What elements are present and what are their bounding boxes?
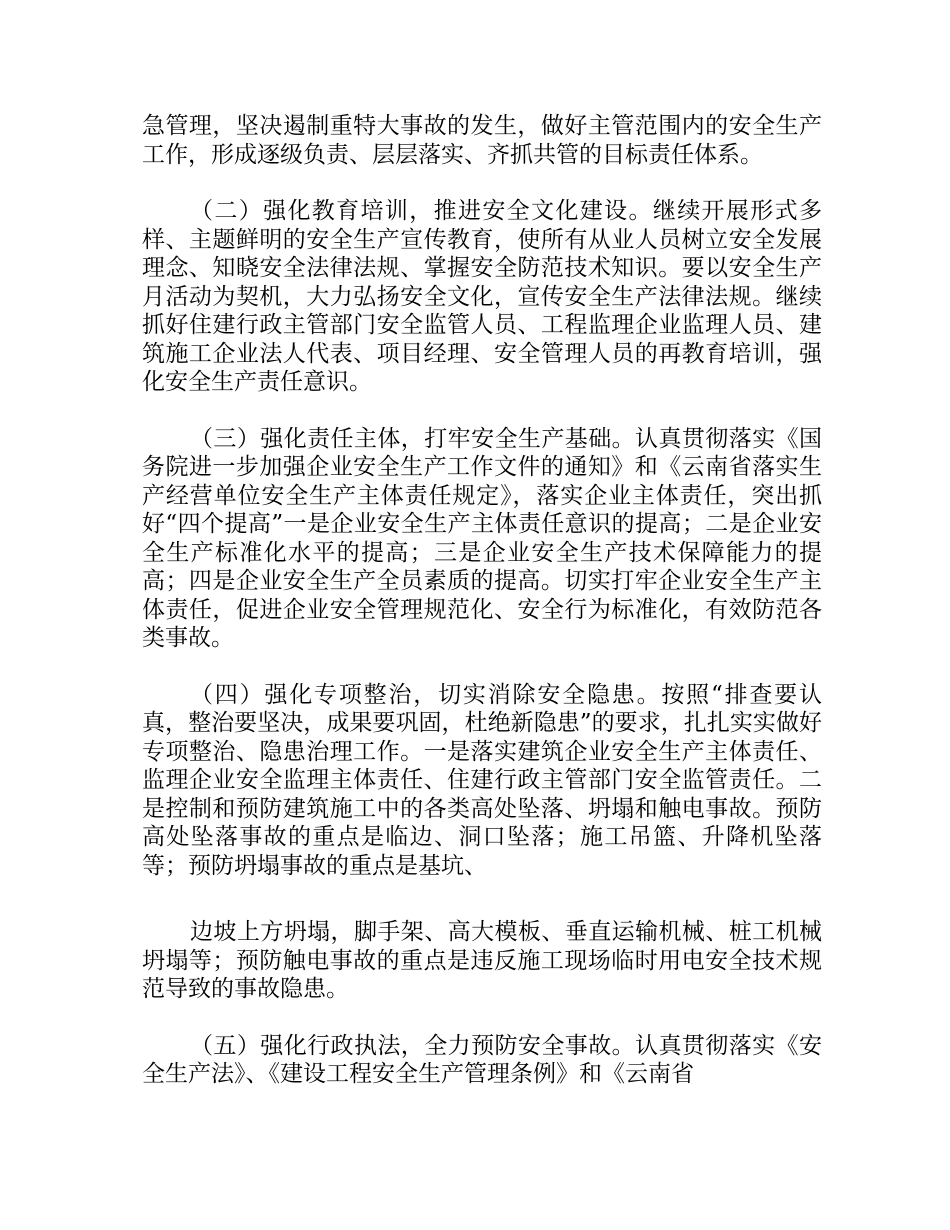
document-page [142,112,822,1117]
paragraph-responsibility-subject: （三）强化责任主体，打牢安全生产基础。认真贯彻落实《国务院进一步加强企业安全生产工作文件的通知》和《云南省落实生产经营单位安全生产主体责任规定》，落实企业主体责任，突出抓好“四个提高”一是企业安全生产主体责任意识的提高；二是企业安全生产标准化水平的提高；三是企业安全生产技术保障能力的提高；四是企业安全生产全员素质的提高。切实打牢企业安全生产主体责任，促进企业安全管理规范化、安全行为标准化，有效防范各类事故。 [142,425,822,651]
paragraph-education-training: （二）强化教育培训，推进安全文化建设。继续开展形式多样、主题鲜明的安全生产宣传教育，使所有从业人员树立安全发展理念、知晓安全法律法规、掌握安全防范技术知识。要以安全生产月活动为契机，大力弘扬安全文化，宣传安全生产法律法规。继续抓好住建行政主管部门安全监管人员、工程监理企业监理人员、建筑施工企业法人代表、项目经理、安全管理人员的再教育培训，强化安全生产责任意识。 [142,198,822,395]
paragraph-special-rectification: （四）强化专项整治，切实消除安全隐患。按照“排查要认真，整治要坚决，成果要巩固，杜绝新隐患”的要求，扎扎实实做好专项整治、隐患治理工作。一是落实建筑企业安全生产主体责任、监理企业安全监理主体责任、住建行政主管部门安全监管责任。二是控制和预防建筑施工中的各类高处坠落、坍塌和触电事故。预防高处坠落事故的重点是临边、洞口坠落；施工吊篮、升降机坠落等；预防坍塌事故的重点是基坑、 [142,681,822,879]
paragraph-continuation: 急管理，坚决遏制重特大事故的发生，做好主管范围内的安全生产工作，形成逐级负责、层层落实、齐抓共管的目标责任体系。 [142,113,822,168]
paragraph-hazard-continuation: 边坡上方坍塌，脚手架、高大模板、垂直运输机械、桩工机械坍塌等；预防触电事故的重点是违反施工现场临时用电安全技术规范导致的事故隐患。 [142,919,822,1002]
paragraph-administrative-enforcement: （五）强化行政执法，全力预防安全事故。认真贯彻落实《安全生产法》、《建设工程安全生产管理条例》和《云南省 [142,1032,822,1087]
